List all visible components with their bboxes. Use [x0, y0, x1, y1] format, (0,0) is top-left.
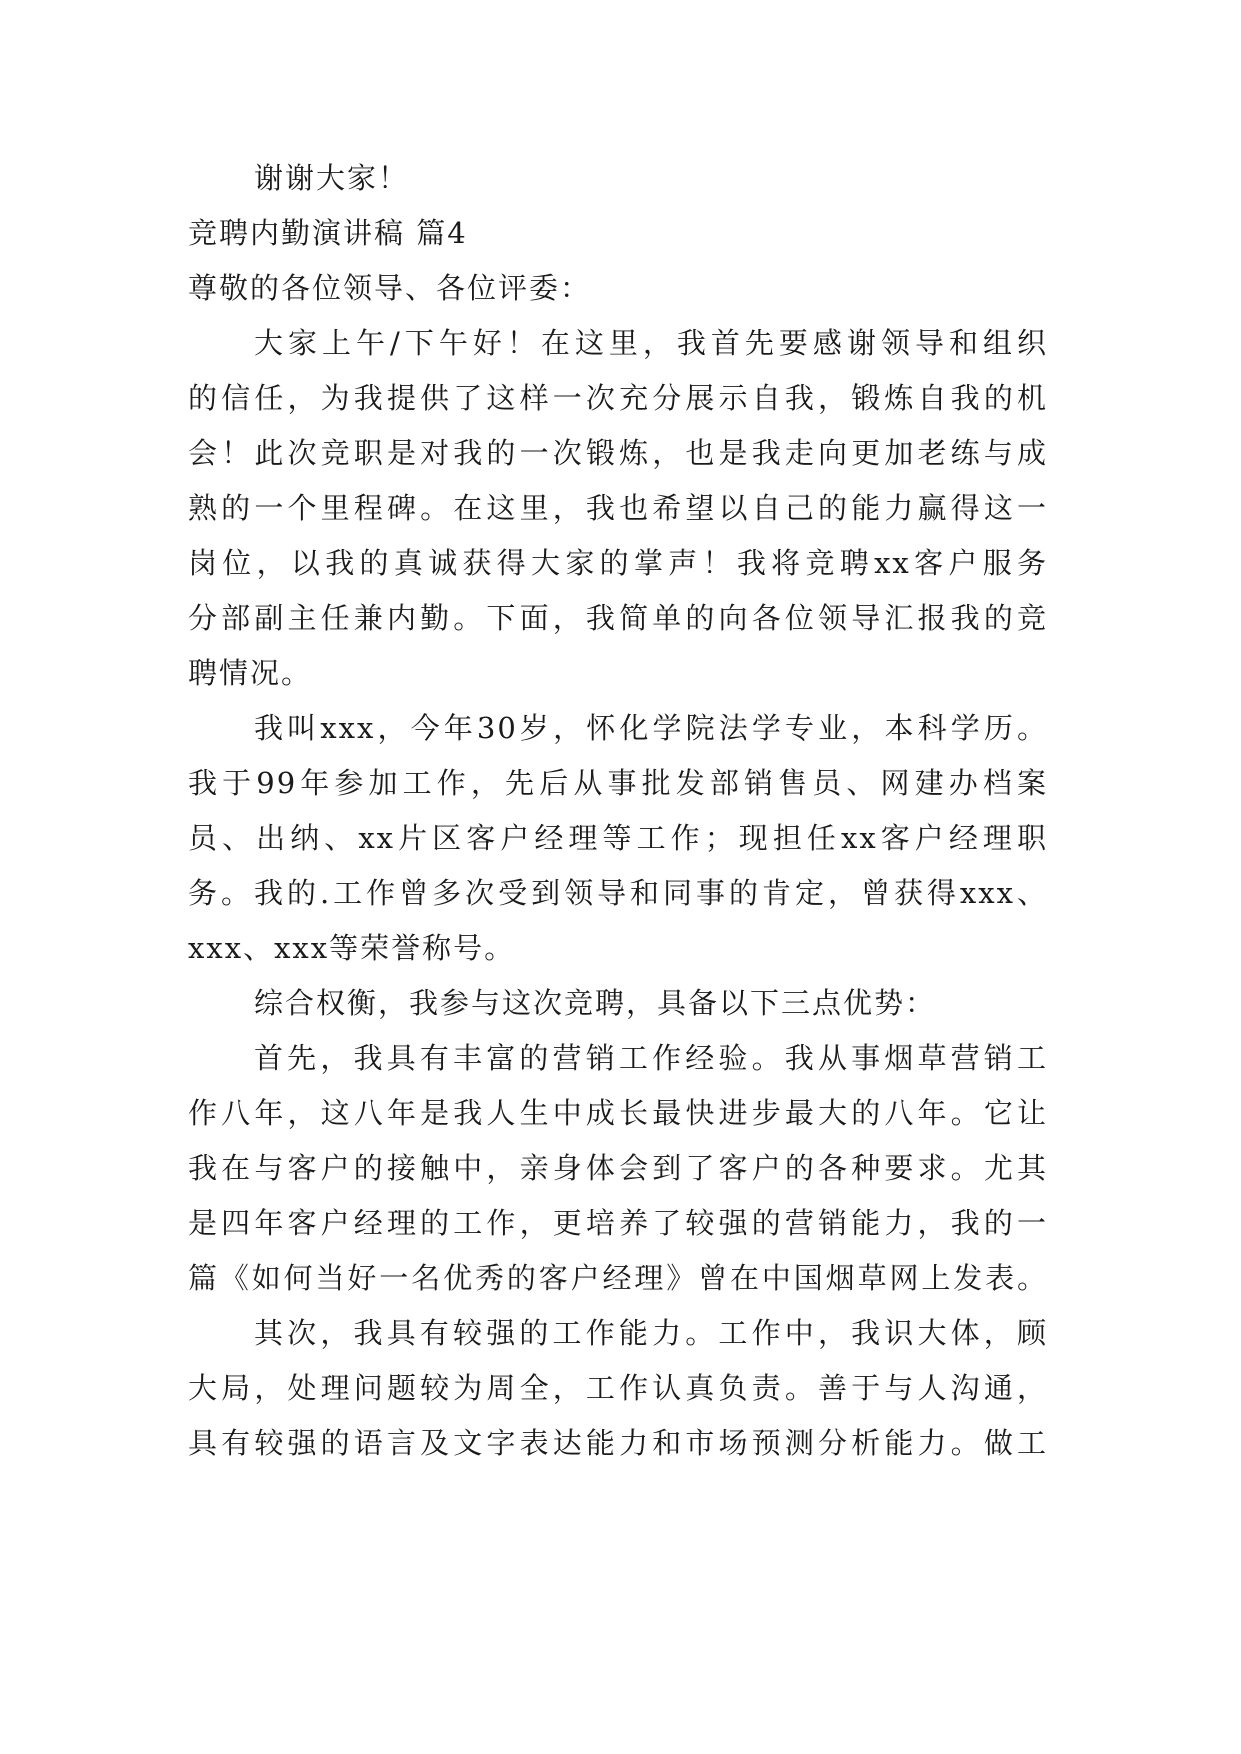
paragraph-line: 员、出纳、xx片区客户经理等工作；现担任xx客户经理职 — [188, 821, 1048, 855]
paragraph-line: 聘情况。 — [188, 656, 313, 690]
paragraph-line: 其次，我具有较强的工作能力。工作中，我识大体，顾 — [254, 1316, 1048, 1350]
paragraph-line: 务。我的.工作曾多次受到领导和同事的肯定，曾获得xxx、 — [188, 876, 1048, 910]
document-body — [188, 160, 1048, 1480]
paragraph-line: 我在与客户的接触中，亲身体会到了客户的各种要求。尤其 — [188, 1151, 1048, 1185]
closing-line: 谢谢大家！ — [254, 161, 410, 195]
paragraph-line: 具有较强的语言及文字表达能力和市场预测分析能力。做工 — [188, 1426, 1048, 1460]
paragraph-line: xxx、xxx等荣誉称号。 — [188, 931, 516, 965]
paragraph-line: 我叫xxx，今年30岁，怀化学院法学专业，本科学历。 — [254, 711, 1048, 745]
paragraph-line: 分部副主任兼内勤。下面，我简单的向各位领导汇报我的竞 — [188, 601, 1048, 635]
paragraph-line: 熟的一个里程碑。在这里，我也希望以自己的能力赢得这一 — [188, 491, 1048, 525]
section-heading: 竞聘内勤演讲稿 篇4 — [188, 216, 468, 250]
paragraph-line: 我于99年参加工作，先后从事批发部销售员、网建办档案 — [188, 766, 1048, 800]
paragraph-line: 岗位，以我的真诚获得大家的掌声！我将竞聘xx客户服务 — [188, 546, 1048, 580]
paragraph-line: 篇《如何当好一名优秀的客户经理》曾在中国烟草网上发表。 — [188, 1261, 1048, 1295]
paragraph-line: 综合权衡，我参与这次竞聘，具备以下三点优势： — [254, 986, 937, 1020]
paragraph-line: 是四年客户经理的工作，更培养了较强的营销能力，我的一 — [188, 1206, 1048, 1240]
paragraph-line: 会！此次竞职是对我的一次锻炼，也是我走向更加老练与成 — [188, 436, 1048, 470]
paragraph-line: 首先，我具有丰富的营销工作经验。我从事烟草营销工 — [254, 1041, 1048, 1075]
paragraph-line: 作八年，这八年是我人生中成长最快进步最大的八年。它让 — [188, 1096, 1048, 1130]
paragraph-line: 大家上午/下午好！在这里，我首先要感谢领导和组织 — [254, 326, 1048, 360]
paragraph-line: 大局，处理问题较为周全，工作认真负责。善于与人沟通， — [188, 1371, 1048, 1405]
paragraph-line: 的信任，为我提供了这样一次充分展示自我，锻炼自我的机 — [188, 381, 1048, 415]
salutation: 尊敬的各位领导、各位评委： — [188, 271, 592, 305]
